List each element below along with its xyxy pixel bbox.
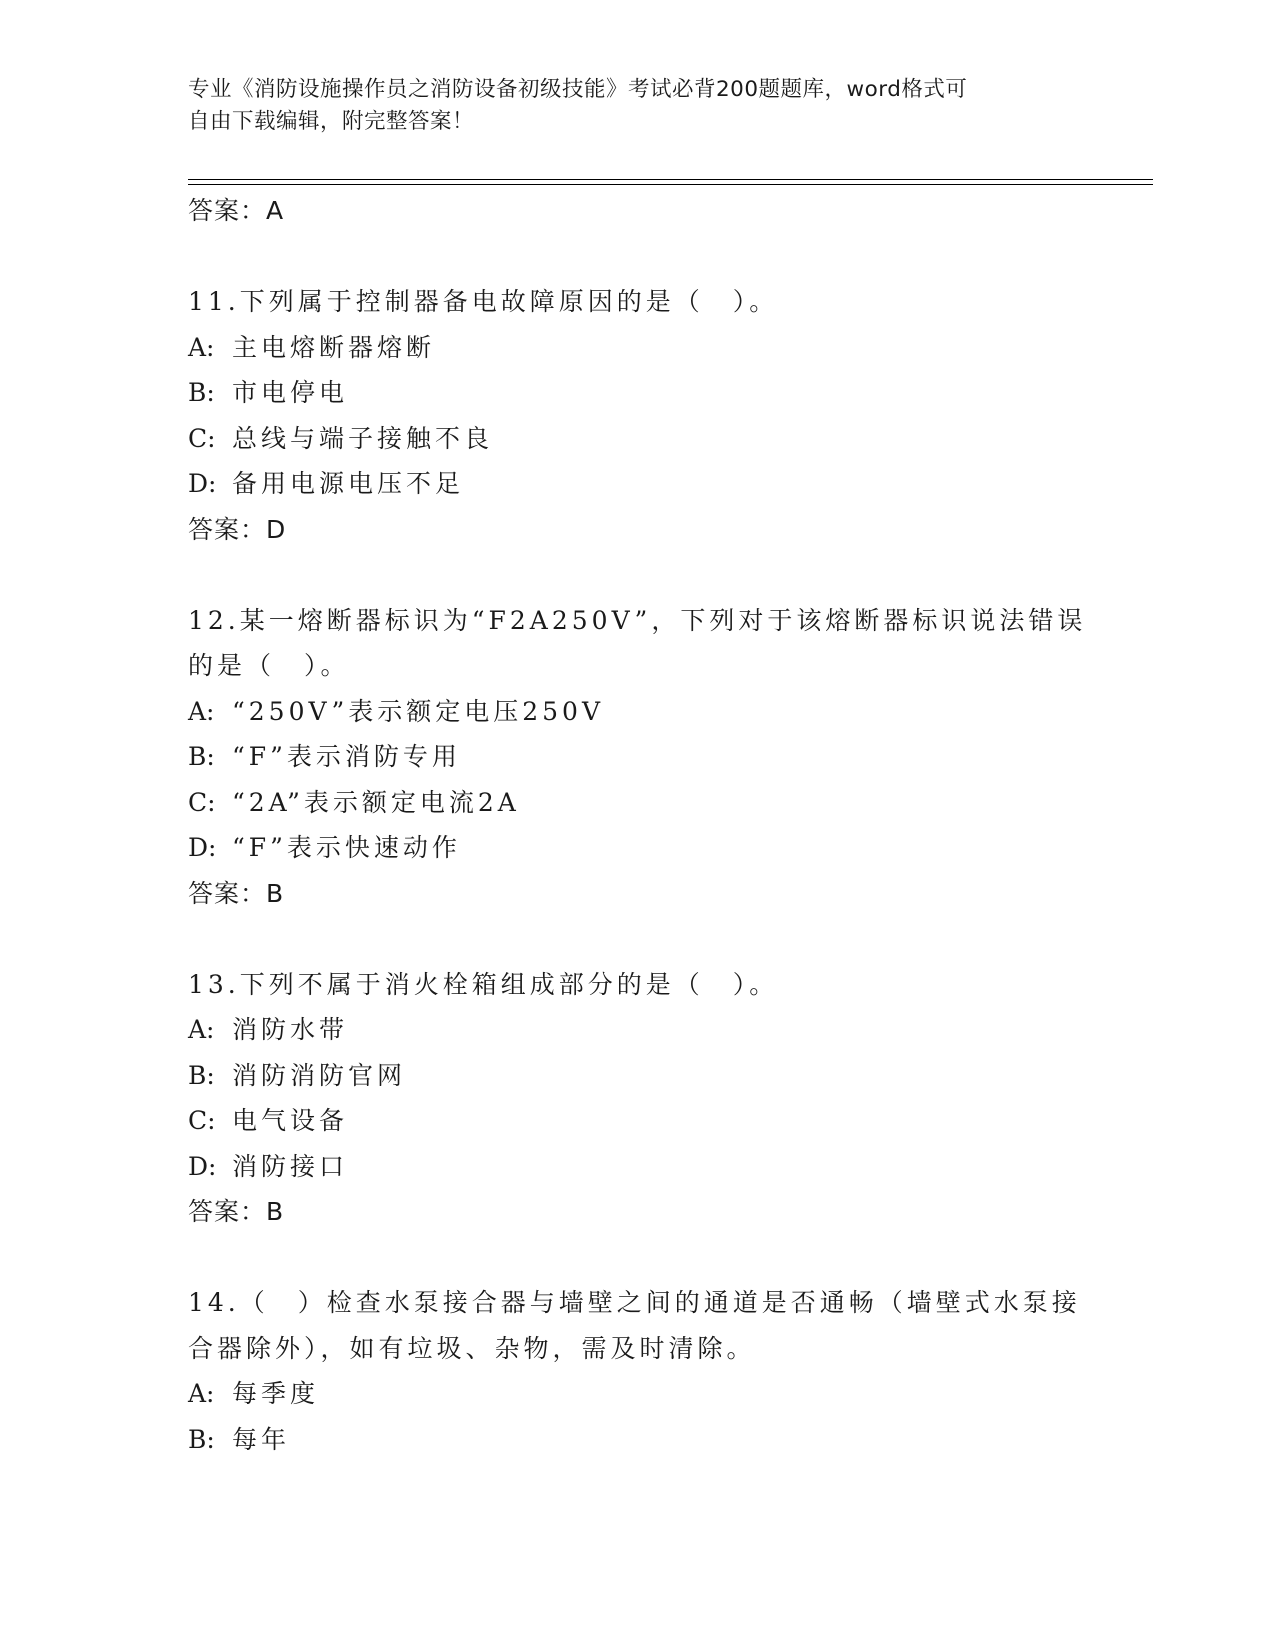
option-key: A: — [188, 696, 215, 726]
option-text: “F”表示快速动作 — [232, 833, 461, 862]
option-key: A: — [188, 332, 215, 362]
question-block — [188, 279, 1088, 552]
option-key: B: — [188, 742, 215, 771]
option-b — [188, 734, 1088, 780]
question-text: 13.下列不属于消火栓箱组成部分的是（ ）。 — [188, 969, 779, 999]
question-text-cont: 的是（ ）。 — [188, 651, 350, 680]
option-key: A: — [188, 1379, 215, 1408]
option-b — [188, 1417, 1088, 1463]
option-text: 每季度 — [232, 1379, 320, 1408]
header-line-1: 专业《消防设施操作员之消防设备初级技能》考试必背200题题库，word格式可 — [188, 77, 968, 102]
spacer — [188, 1234, 1088, 1280]
option-text: 主电熔断器熔断 — [232, 332, 436, 362]
option-key: D: — [188, 833, 217, 862]
option-key: C: — [188, 787, 216, 817]
option-text: 每年 — [232, 1424, 291, 1454]
option-d — [188, 1144, 1088, 1190]
header-divider-top — [188, 179, 1153, 180]
option-key: B: — [188, 1060, 215, 1090]
option-text: 消防接口 — [232, 1151, 349, 1181]
option-key: C: — [188, 423, 216, 453]
option-a — [188, 1371, 1088, 1417]
answer-line: 答案：B — [188, 1197, 285, 1226]
question-text: 11.下列属于控制器备电故障原因的是（ ）。 — [188, 287, 779, 316]
option-text: “2A”表示额定电流2A — [232, 787, 520, 817]
option-b — [188, 1053, 1088, 1099]
spacer — [188, 233, 1088, 279]
option-a — [188, 1007, 1088, 1053]
option-text: 备用电源电压不足 — [232, 469, 465, 498]
option-text: 总线与端子接触不良 — [232, 423, 494, 453]
option-key: D: — [188, 1151, 217, 1181]
option-text: 消防水带 — [232, 1015, 349, 1044]
option-a — [188, 689, 1088, 735]
option-c — [188, 416, 1088, 462]
header-divider-bottom — [188, 184, 1153, 185]
question-block — [188, 598, 1088, 916]
option-b — [188, 370, 1088, 416]
option-c — [188, 1098, 1088, 1144]
option-key: C: — [188, 1106, 216, 1135]
option-key: B: — [188, 1424, 215, 1454]
document-body — [188, 188, 1088, 1462]
answer-line: 答案：D — [188, 514, 287, 544]
question-text: 14.（ ）检查水泵接合器与墙壁之间的通道是否通畅（墙壁式水泵接 — [188, 1288, 1081, 1317]
option-key: D: — [188, 469, 217, 498]
answer-line: 答案：B — [188, 878, 285, 908]
spacer — [188, 916, 1088, 962]
option-text: 消防消防官网 — [232, 1060, 407, 1090]
header-line-2: 自由下载编辑，附完整答案！ — [188, 109, 475, 134]
option-text: “250V”表示额定电压250V — [232, 696, 605, 726]
option-a — [188, 325, 1088, 371]
answer-line: 答案：A — [188, 196, 285, 225]
option-text: 电气设备 — [232, 1106, 349, 1135]
question-text: 12.某一熔断器标识为“F2A250V”，下列对于该熔断器标识说法错误 — [188, 605, 1087, 635]
option-text: 市电停电 — [232, 378, 349, 407]
question-text-cont: 合器除外），如有垃圾、杂物，需及时清除。 — [188, 1333, 756, 1363]
option-text: “F”表示消防专用 — [232, 742, 461, 771]
option-d — [188, 461, 1088, 507]
question-block — [188, 962, 1088, 1235]
option-key: B: — [188, 378, 215, 407]
option-d — [188, 825, 1088, 871]
document-header — [188, 74, 1088, 138]
option-key: A: — [188, 1015, 215, 1044]
question-block — [188, 1280, 1088, 1462]
spacer — [188, 552, 1088, 598]
option-c — [188, 780, 1088, 826]
